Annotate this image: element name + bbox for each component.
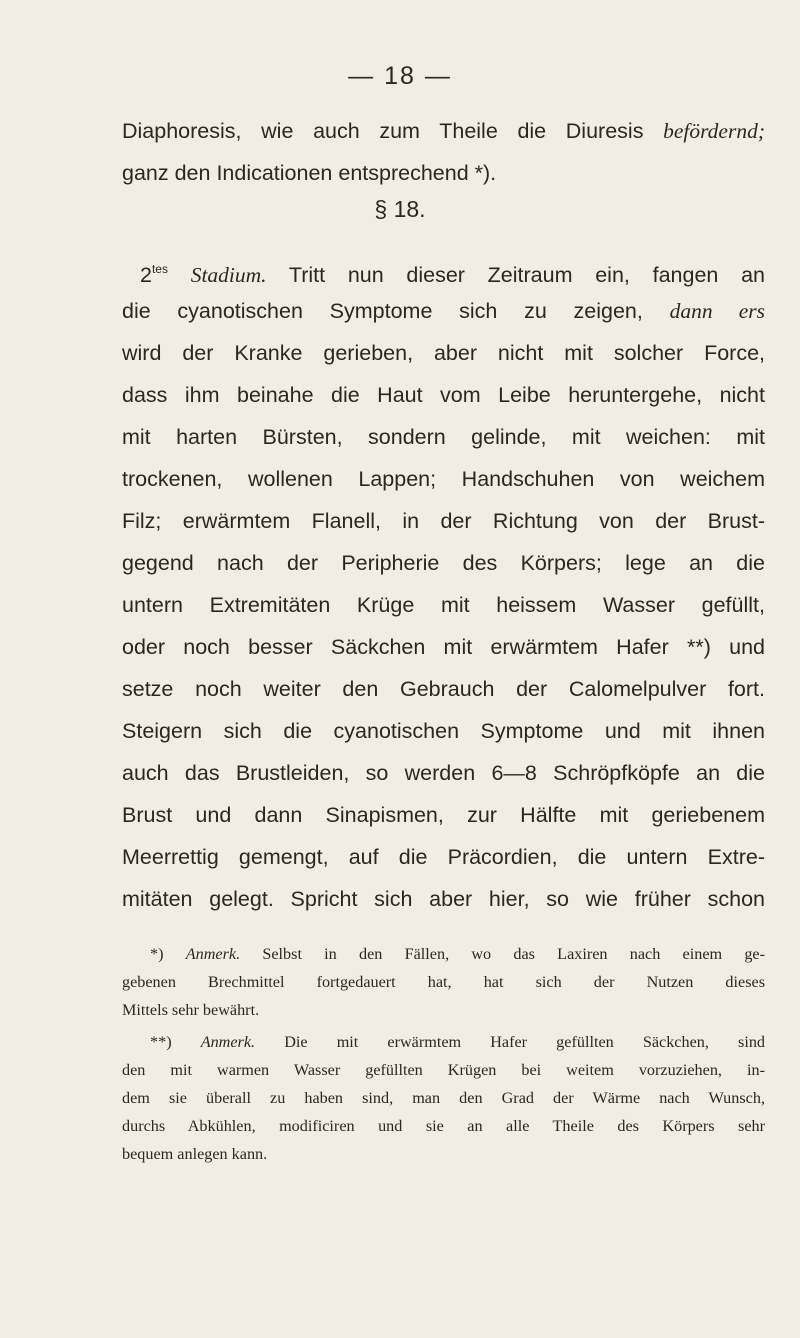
footnote-line: den mit warmen Wasser gefüllten Krügen bei weitem vorzuziehen, in- [122, 1061, 765, 1079]
text-line: oder noch besser Säckchen mit erwärmtem Hafer **) und [122, 635, 765, 659]
text-line: gegend nach der Peripherie des Körpers; lege an die [122, 551, 765, 575]
text-line: dass ihm beinahe die Haut vom Leibe heruntergehe, nicht [122, 383, 765, 407]
footnote-line: Mittels sehr bewährt. [122, 1001, 260, 1019]
text-line: mitäten gelegt. Spricht sich aber hier, so wie früher schon [122, 887, 765, 911]
footnote-line: durchs Abkühlen, modificiren und sie an alle Theile des Körpers sehr [122, 1117, 765, 1135]
footnote-line: bequem anlegen kann. [122, 1145, 268, 1163]
text-line: trockenen, wollenen Lappen; Handschuhen von weichem [122, 467, 765, 491]
text-line: setze noch weiter den Gebrauch der Calomelpulver fort. [122, 677, 765, 701]
text-line: Steigern sich die cyanotischen Symptome und mit ihnen [122, 719, 765, 743]
page-number: — 18 — [348, 62, 452, 90]
footnote-line: dem sie überall zu haben sind, man den Grad der Wärme nach Wunsch, [122, 1089, 765, 1107]
text-line: Brust und dann Sinapismen, zur Hälfte mit geriebenem [122, 803, 765, 827]
text-line: untern Extremitäten Krüge mit heissem Wasser gefüllt, [122, 593, 765, 617]
text-line: Diaphoresis, wie auch zum Theile die Diuresis befördernd; [122, 119, 765, 143]
text-line: Meerrettig gemengt, auf die Präcordien, die untern Extre- [122, 845, 765, 869]
text-line: ganz den Indicationen entsprechend *). [122, 161, 497, 185]
text-line: $2^{tes}$ Stadium. Tritt nun dieser Zeitraum ein, fangen an [140, 262, 765, 287]
footnote-2: **) Anmerk. Die mit erwärmtem Hafer gefüllten Säckchen, sind [150, 1033, 766, 1051]
footnote-line: gebenen Brechmittel fortgedauert hat, hat sich der Nutzen dieses [122, 973, 765, 991]
section-heading: § 18. [374, 196, 426, 222]
text-line: Filz; erwärmtem Flanell, in der Richtung von der Brust- [122, 509, 765, 533]
text-line: mit harten Bürsten, sondern gelinde, mit weichen: mit [122, 425, 765, 449]
text-line: die cyanotischen Symptome sich zu zeigen, dann ers [122, 299, 765, 323]
footnote-1: *) Anmerk. Selbst in den Fällen, wo das Laxiren nach einem ge- [150, 945, 766, 963]
text-line: auch das Brustleiden, so werden 6—8 Schröpfköpfe an die [122, 761, 765, 785]
text-line: wird der Kranke gerieben, aber nicht mit solcher Force, [122, 341, 765, 365]
